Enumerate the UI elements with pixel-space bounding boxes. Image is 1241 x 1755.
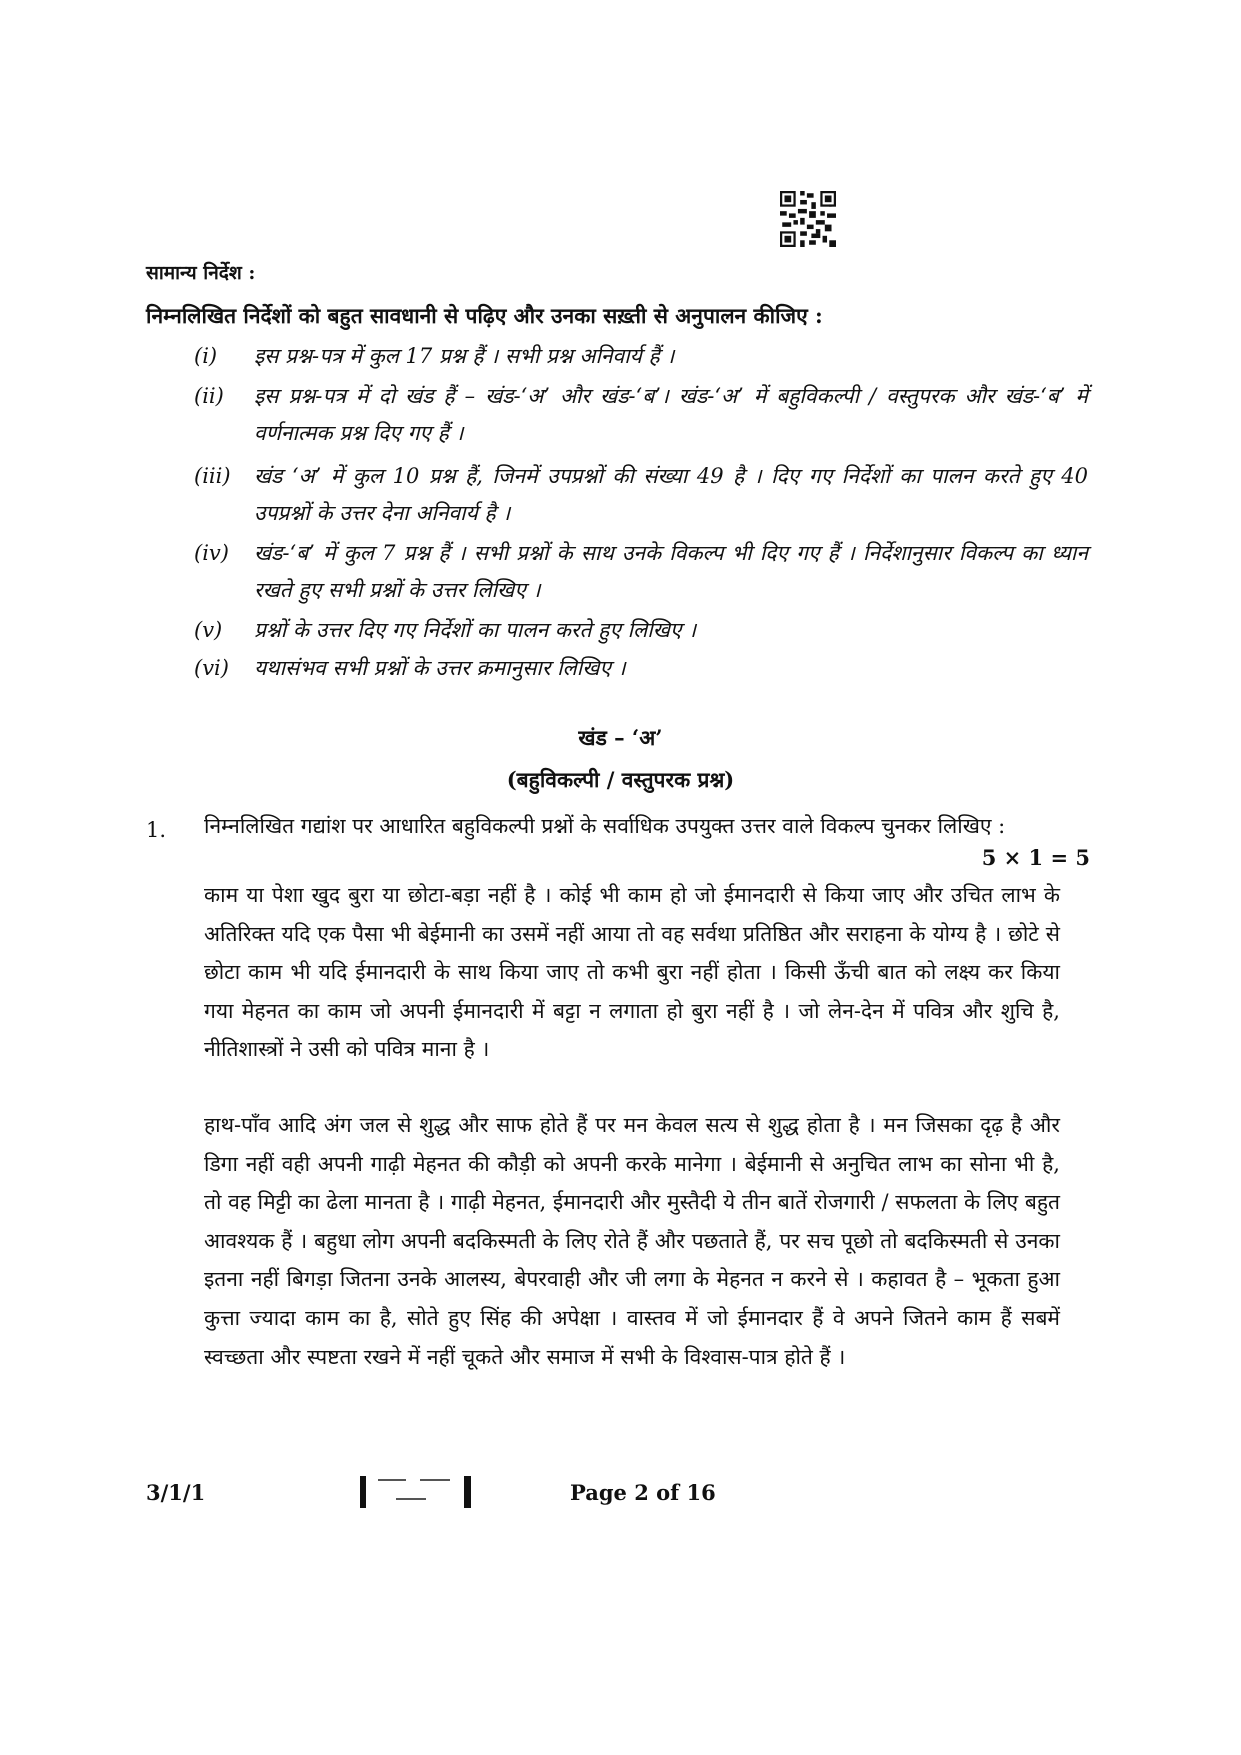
instruction-text: इस प्रश्न-पत्र में कुल 17 प्रश्न हैं । सभी प्रश्न अनिवार्य हैं ।: [254, 344, 675, 368]
instruction-item: [194, 458, 1088, 532]
instruction-item: [194, 612, 1088, 649]
general-instructions-label: सामान्य निर्देश :: [146, 262, 256, 284]
instruction-text: खंड-‘ब’ में कुल 7 प्रश्न हैं । सभी प्रश्नों के साथ उनके विकल्प भी दिए गए हैं । निर्देशानुसार विकल्प का ध्यान रखते हुए सभी प्रश्नों के उत्तर लिखिए ।: [254, 541, 1088, 602]
instruction-number: (v): [194, 618, 223, 642]
section-subtitle: (बहुविकल्पी / वस्तुपरक प्रश्न): [506, 767, 735, 792]
instruction-text: खंड ‘अ’ में कुल 10 प्रश्न हैं, जिनमें उपप्रश्नों की संख्या 49 है । दिए गए निर्देशों का पालन करते हुए 40 उपप्रश्नों के उत्तर देना अनिवार्य है ।: [254, 464, 1088, 525]
question-marks: 5 × 1 = 5: [981, 845, 1090, 870]
instruction-number: (iii): [194, 464, 231, 488]
instruction-number: (i): [194, 344, 218, 368]
general-instructions-intro: निम्नलिखित निर्देशों को बहुत सावधानी से पढ़िए और उनका सख़्ती से अनुपालन कीजिए :: [146, 303, 823, 328]
instruction-item: [194, 378, 1088, 452]
instruction-text: इस प्रश्न-पत्र में दो खंड हैं – खंड-‘अ’ और खंड-‘ब’। खंड-‘अ’ में बहुविकल्पी / वस्तुपरक और खंड-‘ब’ में वर्णनात्मक प्रश्न दिए गए हैं ।: [254, 384, 1088, 445]
instruction-number: (ii): [194, 384, 224, 408]
qr-code-icon: [780, 191, 836, 247]
paper-code: 3/1/1: [146, 1480, 206, 1505]
page-number: Page 2 of 16: [570, 1480, 716, 1505]
barcode-icon: [360, 1476, 472, 1508]
passage-paragraph: हाथ-पाँव आदि अंग जल से शुद्ध और साफ होते हैं पर मन केवल सत्य से शुद्ध होता है । मन जिसका दृढ़ है और डिगा नहीं वही अपनी गाढ़ी मेहनत की कौड़ी को अपनी करके मानेगा । बेईमानी से अनुचित लाभ का सोना भी है, तो वह मिट्टी का ढेला मानता है । गाढ़ी मेहनत, ईमानदारी और मुस्तैदी ये तीन बातें रोजगारी / सफलता के लिए बहुत आवश्यक हैं । बहुधा लोग अपनी बदकिस्मती के लिए रोते हैं और पछताते हैं, पर सच पूछो तो बदकिस्मती से उनका इतना नहीं बिगड़ा जितना उनके आलस्य, बेपरवाही और जी लगा के मेहनत न करने से । कहावत है – भूकता हुआ कुत्ता ज्यादा काम का है, सोते हुए सिंह की अपेक्षा । वास्तव में जो ईमानदार हैं वे अपने जितने काम हैं सबमें स्वच्छता और स्पष्टता रखने में नहीं चूकते और समाज में सभी के विश्वास-पात्र होते हैं ।: [204, 1113, 1060, 1369]
question-number: 1.: [146, 818, 167, 842]
instruction-number: (vi): [194, 656, 229, 680]
instruction-item: [194, 338, 1088, 375]
instruction-item: [194, 650, 1088, 687]
instruction-text: प्रश्नों के उत्तर दिए गए निर्देशों का पालन करते हुए लिखिए ।: [254, 618, 697, 642]
instruction-text: यथासंभव सभी प्रश्नों के उत्तर क्रमानुसार लिखिए ।: [254, 656, 626, 680]
section-title: खंड – ‘अ’: [578, 725, 663, 750]
passage-paragraph: काम या पेशा खुद बुरा या छोटा-बड़ा नहीं है । कोई भी काम हो जो ईमानदारी से किया जाए और उचित लाभ के अतिरिक्त यदि एक पैसा भी बेईमानी का उसमें नहीं आया तो वह सर्वथा प्रतिष्ठित और सराहना के योग्य है । छोटे से छोटा काम भी यदि ईमानदारी के साथ किया जाए तो कभी बुरा नहीं होता । किसी ऊँची बात को लक्ष्य कर किया गया मेहनत का काम जो अपनी ईमानदारी में बट्टा न लगाता हो बुरा नहीं है । जो लेन-देन में पवित्र और शुचि है, नीतिशास्त्रों ने उसी को पवित्र माना है ।: [204, 883, 1060, 1062]
question-instruction: निम्नलिखित गद्यांश पर आधारित बहुविकल्पी प्रश्नों के सर्वाधिक उपयुक्त उत्तर वाले विकल्प चुनकर लिखिए :: [204, 814, 1006, 838]
instruction-number: (iv): [194, 541, 229, 565]
instruction-item: [194, 535, 1088, 609]
